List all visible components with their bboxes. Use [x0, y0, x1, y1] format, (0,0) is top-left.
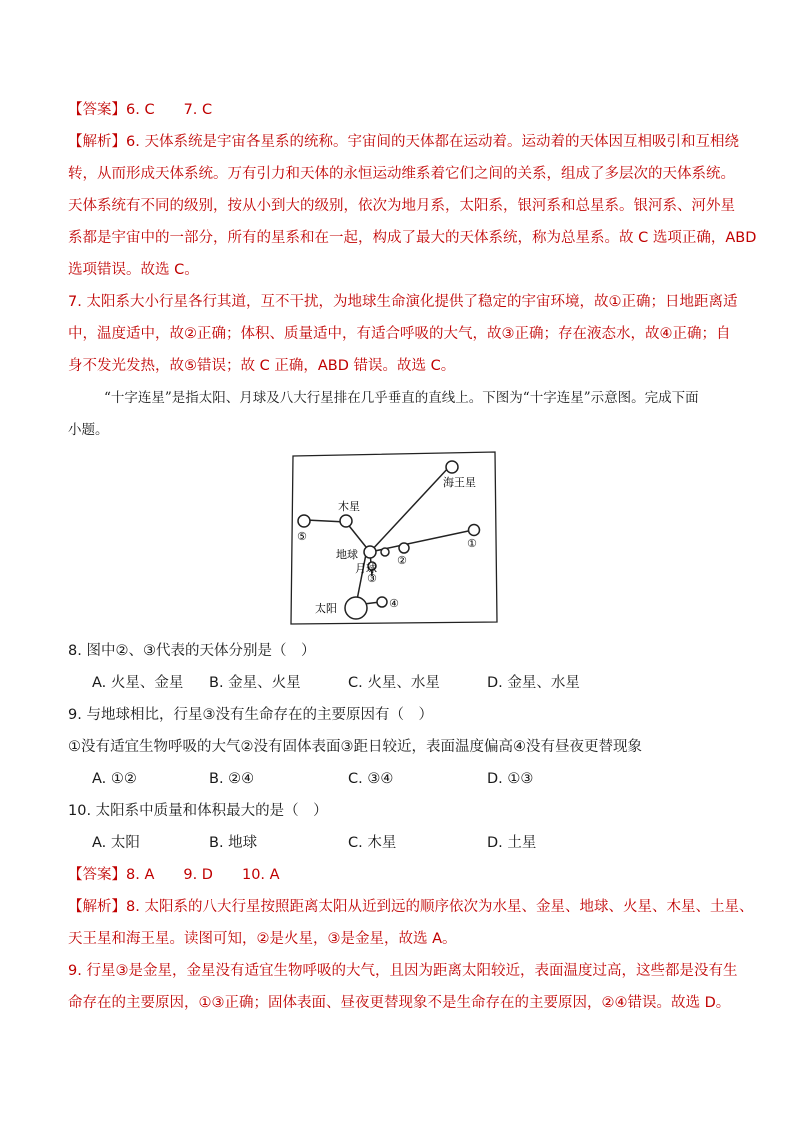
answer-line-2 — [68, 865, 280, 885]
analysis-text: 6. 天体系统是宇宙各星系的统称。宇宙间的天体都在运动着。运动着的天体因互相吸引和互相绕 — [126, 134, 739, 150]
q8-option-b[interactable]: B. 金星、火星 — [209, 675, 301, 691]
planet-4-label: ④ — [389, 597, 399, 610]
q10-option-c[interactable]: C. 木星 — [348, 835, 397, 851]
q8-option-d[interactable]: D. 金星、水星 — [487, 675, 580, 691]
analysis-line: 9. 行星③是金星，金星没有适宜生物呼吸的大气，且因为距离太阳较近，表面温度过高，这些都是没有生 — [68, 963, 738, 979]
analysis-text: 8. 太阳系的八大行星按照距离太阳从近到远的顺序依次为水星、金星、地球、火星、木星、土星、 — [126, 899, 754, 915]
analysis-line: 系都是宇宙中的一部分，所有的星系和在一起，构成了最大的天体系统，称为总星系。故 C 选项正确，ABD — [68, 230, 757, 246]
analysis-line: 身不发光发热，故⑤错误；故 C 正确，ABD 错误。故选 C。 — [68, 358, 456, 374]
q10-option-a[interactable]: A. 太阳 — [92, 835, 140, 851]
analysis-line: 7. 太阳系大小行星各行其道，互不干扰，为地球生命演化提供了稳定的宇宙环境，故①正确；日地距离适 — [68, 294, 738, 310]
analysis-line: 天王星和海王星。读图可知，②是火星，③是金星，故选 A。 — [68, 931, 457, 947]
planet-2-circle — [399, 543, 409, 553]
sun-label: 太阳 — [315, 602, 337, 615]
planet-5-circle — [298, 515, 310, 527]
analysis-line: 命存在的主要原因，①③正确；固体表面、昼夜更替现象不是生命存在的主要原因，②④错误。故选 D。 — [68, 995, 731, 1011]
q10-option-d[interactable]: D. 土星 — [487, 835, 537, 851]
sun-circle — [345, 597, 367, 619]
analysis-line: 天体系统有不同的级别，按从小到大的级别，依次为地月系，太阳系，银河系和总星系。银河系、河外星 — [68, 198, 735, 214]
cross-planets-diagram — [288, 450, 498, 626]
earth-label: 地球 — [336, 548, 358, 561]
answer-tag: 【答案】 — [68, 867, 126, 883]
analysis-line: 中，温度适中，故②正确；体积、质量适中，有适合呼吸的大气，故③正确；存在液态水，故④正确；自 — [68, 326, 731, 342]
q9-option-b[interactable]: B. ②④ — [209, 771, 255, 787]
jupiter-label: 木星 — [338, 500, 360, 513]
planet-1-label: ① — [467, 537, 477, 550]
planet-1-circle — [469, 525, 480, 536]
answer-tag: 【答案】 — [68, 102, 126, 118]
q9-option-a[interactable]: A. ①② — [92, 771, 137, 787]
analysis-line — [68, 132, 739, 152]
intro-text: “十字连星”是指太阳、月球及八大行星排在几乎垂直的直线上。下图为“十字连星”示意图。完成下面 — [104, 390, 699, 406]
planet-5-label: ⑤ — [297, 530, 307, 543]
q8-option-a[interactable]: A. 火星、金星 — [92, 675, 184, 691]
earth-circle — [364, 546, 376, 558]
analysis-line: 转，从而形成天体系统。万有引力和天体的永恒运动维系着它们之间的关系，组成了多层次的天体系统。 — [68, 166, 735, 182]
q9-option-d[interactable]: D. ①③ — [487, 771, 534, 787]
analysis-tag: 【解析】 — [68, 899, 126, 915]
jupiter-circle — [340, 515, 352, 527]
moon-label: 月球 — [355, 562, 377, 575]
planet-4-circle — [377, 597, 387, 607]
answer-text: 6. C 7. C — [126, 102, 213, 118]
moon-circle — [381, 548, 389, 556]
planet-2-label: ② — [397, 554, 407, 567]
neptune-label: 海王星 — [443, 476, 476, 489]
line-earth-neptune — [370, 466, 450, 552]
question-9-stem: 9. 与地球相比，行星③没有生命存在的主要原因有（ ） — [68, 707, 433, 723]
answer-text: 8. A 9. D 10. A — [126, 867, 280, 883]
q8-option-c[interactable]: C. 火星、水星 — [348, 675, 440, 691]
intro-text: 小题。 — [68, 422, 109, 438]
q9-option-c[interactable]: C. ③④ — [348, 771, 394, 787]
analysis-line: 选项错误。故选 C。 — [68, 262, 199, 278]
question-10-stem: 10. 太阳系中质量和体积最大的是（ ） — [68, 803, 328, 819]
question-9-statements: ①没有适宜生物呼吸的大气②没有固体表面③距日较近，表面温度偏高④没有昼夜更替现象 — [68, 739, 642, 755]
analysis-line — [68, 897, 753, 917]
analysis-tag: 【解析】 — [68, 134, 126, 150]
neptune-circle — [446, 461, 458, 473]
question-8-stem: 8. 图中②、③代表的天体分别是（ ） — [68, 643, 316, 659]
answer-line-1 — [68, 100, 212, 120]
planet-3-label: ③ — [367, 572, 377, 585]
q10-option-b[interactable]: B. 地球 — [209, 835, 258, 851]
